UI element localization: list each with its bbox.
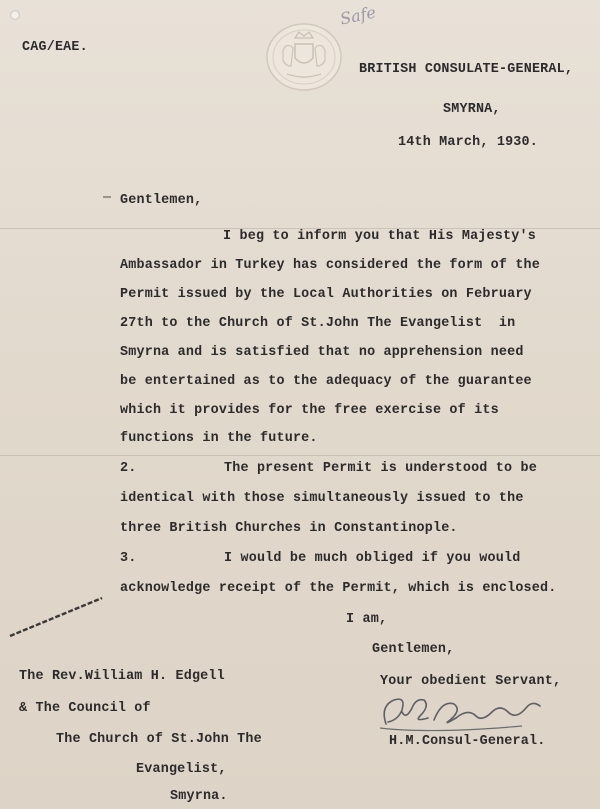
paragraph-2-line: three British Churches in Constantinople. [120,521,458,536]
signatory-title: H.M.Consul-General. [389,734,546,749]
recipient-line: Evangelist, [136,762,227,777]
paragraph-2-number: 2. [120,461,137,476]
paragraph-1-line: Permit issued by the Local Authorities on February [120,287,532,302]
recipient-line: Smyrna. [170,789,228,804]
reference-code: CAG/EAE. [22,40,88,55]
paragraph-1-line: 27th to the Church of St.John The Evangelist in [120,316,516,331]
margin-mark [103,196,111,198]
sender-office: BRITISH CONSULATE-GENERAL, [359,62,574,77]
paragraph-3-number: 3. [120,551,137,566]
ink-stroke-mark [6,592,106,640]
paragraph-3-line: acknowledge receipt of the Permit, which is enclosed. [120,581,557,596]
punch-hole [10,10,20,20]
pencil-annotation: Safe [338,2,378,29]
paragraph-1-line: Smyrna and is satisfied that no apprehension need [120,345,524,360]
paragraph-3-line: I would be much obliged if you would [224,551,521,566]
sender-city: SMYRNA, [443,102,501,117]
paragraph-1-line: I beg to inform you that His Majesty's [223,229,536,244]
recipient-line: The Church of St.John The [56,732,262,747]
paragraph-1-line: be entertained as to the adequacy of the guarantee [120,374,532,389]
paragraph-1-line: functions in the future. [120,431,318,446]
closing-i-am: I am, [346,612,388,627]
letter-date: 14th March, 1930. [398,135,539,150]
paragraph-1-line: Ambassador in Turkey has considered the form of the [120,258,541,273]
salutation: Gentlemen, [120,193,203,208]
paper-fold-line [0,455,600,456]
paragraph-2-line: identical with those simultaneously issued to the [120,491,524,506]
paragraph-1-line: which it provides for the free exercise of its [120,403,499,418]
recipient-line: The Rev.William H. Edgell [19,669,225,684]
handwritten-signature [372,690,552,736]
embossed-coat-of-arms-seal [265,22,343,92]
paragraph-2-line: The present Permit is understood to be [224,461,537,476]
closing-gentlemen: Gentlemen, [372,642,455,657]
closing-servant: Your obedient Servant, [380,674,562,689]
recipient-line: & The Council of [19,701,151,716]
